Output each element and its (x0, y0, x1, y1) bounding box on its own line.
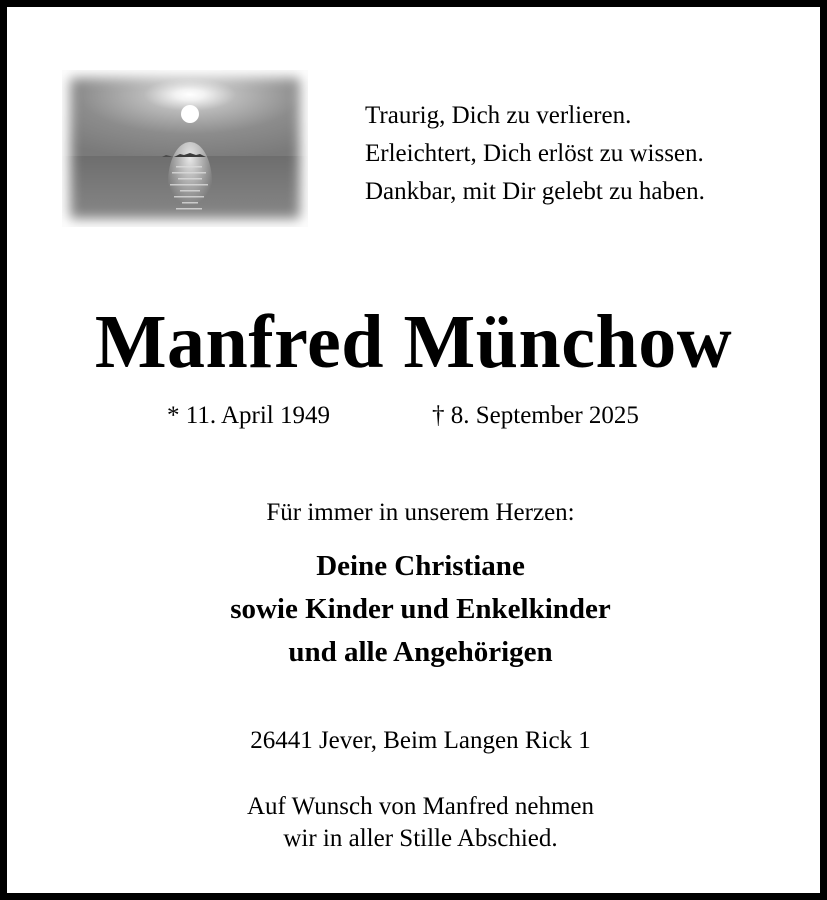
mourners-list (7, 545, 827, 674)
mourner-line: sowie Kinder und Enkelkinder (230, 593, 611, 625)
deceased-name: Manfred Münchow (94, 300, 733, 384)
mourner-line: Deine Christiane (316, 550, 525, 582)
sunset-sea-photo (62, 70, 308, 227)
closing-note (7, 791, 827, 855)
birth-date: * 11. April 1949 (167, 402, 330, 429)
poem (365, 97, 705, 211)
sunset-sea-image (62, 70, 308, 227)
address: 26441 Jever, Beim Langen Rick 1 (250, 727, 591, 754)
mourner-line: und alle Angehörigen (288, 636, 553, 668)
closing-line: Auf Wunsch von Manfred nehmen (246, 793, 595, 820)
closing-line: wir in aller Stille Abschied. (283, 825, 558, 852)
mourners-intro: Für immer in unserem Herzen: (266, 499, 575, 526)
poem-line: Erleichtert, Dich erlöst zu wissen. (365, 140, 704, 167)
poem-line: Traurig, Dich zu verlieren. (365, 102, 632, 129)
poem-line: Dankbar, mit Dir gelebt zu haben. (365, 178, 705, 205)
death-date: † 8. September 2025 (432, 402, 639, 429)
